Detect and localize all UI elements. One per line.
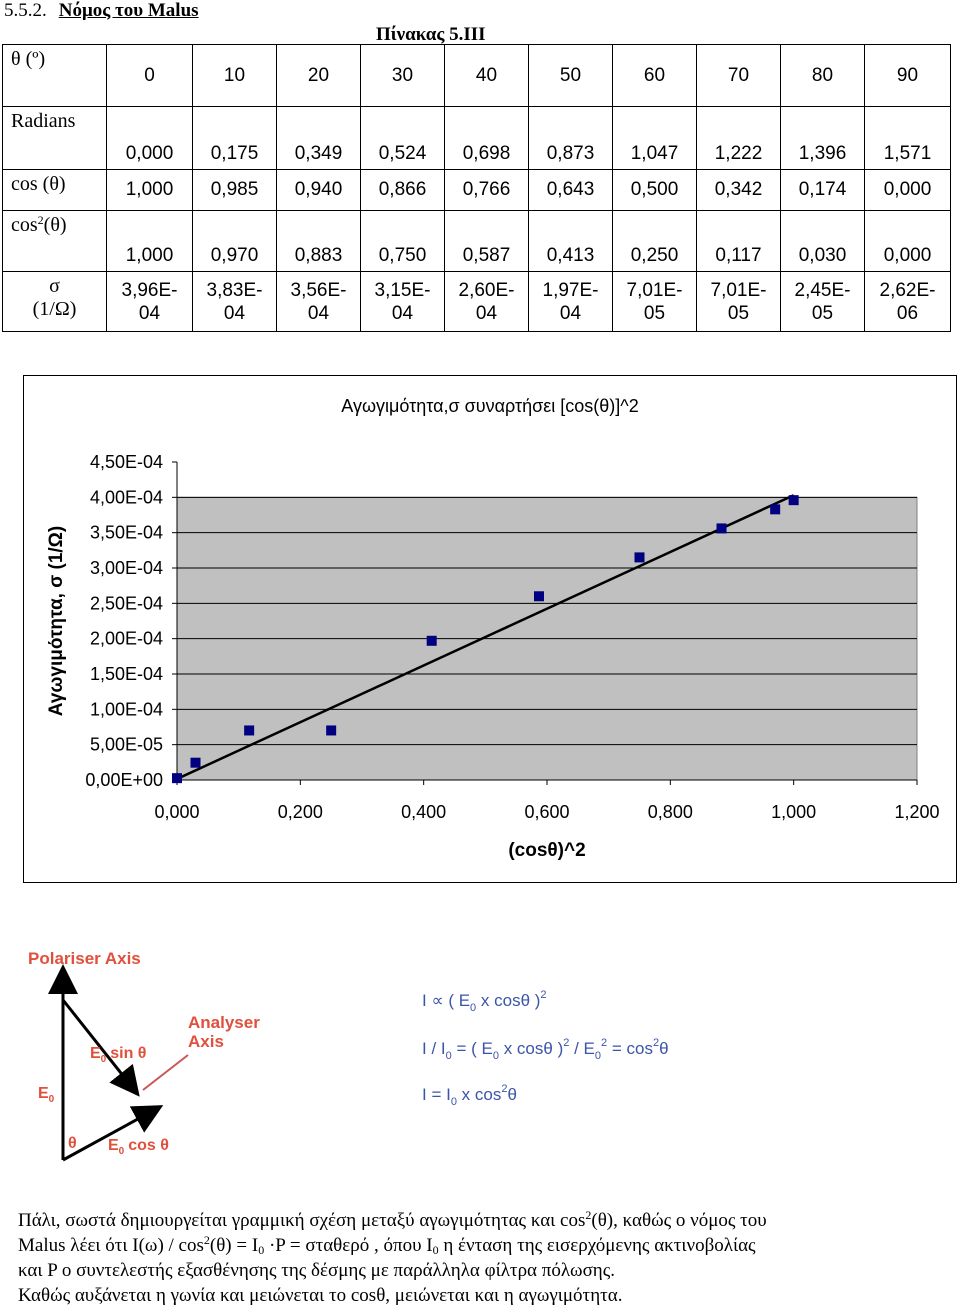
y-tick-label: 0,00E+00 (85, 770, 163, 790)
table-cell: 2,60E- 04 (445, 272, 529, 332)
table-cell: 10 (193, 45, 277, 107)
table-row (3, 45, 951, 107)
analyser-label-2: Axis (188, 1032, 224, 1051)
table-cell: 80 (781, 45, 865, 107)
table-cell: 2,62E- 06 (865, 272, 951, 332)
x-tick-label: 1,200 (894, 802, 940, 822)
table-cell: 2,45E- 05 (781, 272, 865, 332)
table-cell: 0,524 (361, 107, 445, 170)
y-tick-label: 3,00E-04 (89, 558, 163, 578)
y-tick-label: 1,50E-04 (89, 664, 163, 684)
section-title: Νόμος του Malus (58, 0, 199, 21)
equation-2: I / $I_0$ = ( $E_0$ x cosθ )$^2 / E_0^2 = \cos^2\theta$ (422, 1037, 669, 1062)
equation-3: $I = I_0$ x $\cos^2\theta$ (422, 1083, 517, 1108)
polariser-analyser-diagram (18, 940, 718, 1170)
table-cell: 3,83E- 04 (193, 272, 277, 332)
table-cell: 90 (865, 45, 951, 107)
table-cell: 0,587 (445, 211, 529, 272)
table-cell: 0,000 (865, 170, 951, 211)
malus-diagram (18, 940, 718, 1175)
analyser-pointer (143, 1055, 188, 1090)
section-heading (4, 0, 199, 22)
table-cell: 0,866 (361, 170, 445, 211)
y-tick-label: 2,00E-04 (89, 628, 163, 649)
table-cell: 1,97E- 04 (529, 272, 613, 332)
para-line-1: Πάλι, σωστά δημιουργείται γραμμική σχέση μεταξύ αγωγιμότητας και $\cos^2(\theta)$, καθώς ο νόμος του (18, 1208, 767, 1231)
e0-sin-label: $E_0$ sin θ (90, 1045, 147, 1065)
data-point (717, 523, 727, 533)
table-cell: 0,030 (781, 211, 865, 272)
table-cell: 0,873 (529, 107, 613, 170)
table-cell: 0,000 (865, 211, 951, 272)
x-tick-label: 0,600 (524, 802, 570, 822)
malus-data-table (2, 44, 951, 332)
table-cell: 1,571 (865, 107, 951, 170)
table-cell: 20 (277, 45, 361, 107)
row-label: σ (1/Ω) (3, 272, 107, 332)
table-cell: 50 (529, 45, 613, 107)
y-tick-label: 1,00E-04 (89, 699, 163, 720)
x-tick-label: 0,000 (154, 802, 200, 822)
data-point (244, 725, 254, 735)
y-tick-label: 2,50E-04 (89, 593, 163, 614)
data-point (326, 725, 336, 735)
row-label: $\cos^2(\theta)$ (3, 211, 107, 272)
table-cell: 0,698 (445, 107, 529, 170)
explanation-paragraph (18, 1208, 948, 1308)
table-cell: 0,766 (445, 170, 529, 211)
x-tick-label: 0,200 (277, 802, 323, 822)
para-line-3: και P ο συντελεστής εξασθένησης της δέσμης με παράλληλα φίλτρα πόλωσης. (18, 1260, 616, 1281)
row-label: cos (θ) (3, 170, 107, 211)
data-point (427, 636, 437, 646)
table-cell: 0,250 (613, 211, 697, 272)
table-cell: 1,222 (697, 107, 781, 170)
data-point (534, 591, 544, 601)
para-line-2: Malus λέει ότι $I(\omega) / \cos^2(\theta) = I_0 \cdot P = \sigma\tau\alpha\theta\varepsilon\rho ό$ , όπου $I_0$ η ένταση της εισερχόμενης ακτινοβολίας (18, 1233, 756, 1257)
table-cell: 0,175 (193, 107, 277, 170)
y-tick-label: 4,00E-04 (89, 487, 163, 508)
x-tick-label: 1,000 (771, 802, 817, 822)
data-point (770, 504, 780, 514)
table-cell: 3,56E- 04 (277, 272, 361, 332)
e0-label: $E_0$ (38, 1085, 55, 1105)
table-cell: 0,342 (697, 170, 781, 211)
equation-1: I ∝ ( $E_0$ x cosθ )$^2$ (422, 989, 547, 1014)
table-cell: 0,883 (277, 211, 361, 272)
table-cell: 0,500 (613, 170, 697, 211)
table-cell: 7,01E- 05 (697, 272, 781, 332)
scatter-chart (24, 376, 956, 882)
y-tick-label: 5,00E-05 (89, 734, 163, 755)
chart-area (23, 375, 957, 883)
table-cell: 0,174 (781, 170, 865, 211)
table-cell: 3,96E- 04 (107, 272, 193, 332)
table-cell: 7,01E- 05 (613, 272, 697, 332)
table-row (3, 272, 951, 332)
row-label: θ (º) (3, 45, 107, 107)
y-axis-label: Αγωγιμότητα, σ (1/Ω) (46, 525, 67, 717)
section-number: 5.5.2. (4, 0, 47, 21)
table-cell: 1,396 (781, 107, 865, 170)
table-caption: Πίνακας 5.III (376, 24, 486, 45)
data-point (789, 495, 799, 505)
table-cell: 0,750 (361, 211, 445, 272)
x-tick-label: 0,400 (401, 802, 447, 822)
table-cell: 0,970 (193, 211, 277, 272)
x-tick-label: 0,800 (647, 802, 693, 822)
table-cell: 0,413 (529, 211, 613, 272)
table-cell: 0,000 (107, 107, 193, 170)
chart-title: Αγωγιμότητα,σ συναρτήσει [cos(θ)]^2 (341, 396, 639, 416)
table-cell: 0,643 (529, 170, 613, 211)
theta-label: θ (68, 1135, 77, 1152)
polariser-axis-label: Polariser Axis (28, 949, 141, 968)
e0-cos-label: $E_0$ cos θ (108, 1137, 169, 1157)
row-label: Radians (3, 107, 107, 170)
table-cell: 30 (361, 45, 445, 107)
table-cell: 0,117 (697, 211, 781, 272)
table-cell: 3,15E- 04 (361, 272, 445, 332)
data-point (172, 773, 182, 783)
table-row (3, 211, 951, 272)
data-point (635, 552, 645, 562)
table-cell: 0 (107, 45, 193, 107)
y-tick-label: 4,50E-04 (89, 452, 163, 472)
y-tick-label: 3,50E-04 (89, 522, 163, 543)
table-cell: 0,940 (277, 170, 361, 211)
table-cell: 0,349 (277, 107, 361, 170)
table-cell: 1,047 (613, 107, 697, 170)
data-point (191, 758, 201, 768)
para-line-4: Καθώς αυξάνεται η γωνία και μειώνεται το cosθ, μειώνεται και η αγωγιμότητα. (18, 1285, 623, 1306)
table-row (3, 170, 951, 211)
table-cell: 0,985 (193, 170, 277, 211)
table-cell: 40 (445, 45, 529, 107)
x-axis-label: (cosθ)^2 (508, 840, 586, 861)
table-row (3, 107, 951, 170)
table-cell: 1,000 (107, 211, 193, 272)
table-cell: 1,000 (107, 170, 193, 211)
table-cell: 70 (697, 45, 781, 107)
analyser-label-1: Analyser (188, 1013, 260, 1032)
table-cell: 60 (613, 45, 697, 107)
